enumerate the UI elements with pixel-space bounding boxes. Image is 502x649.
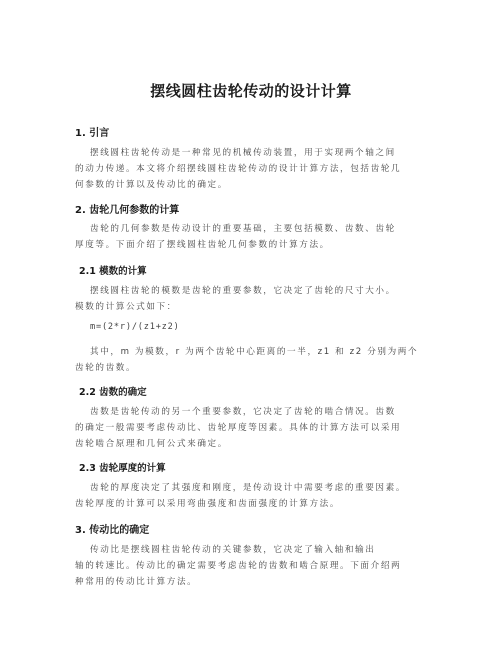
paragraph-line: 齿数是齿轮传动的另一个重要参数，它决定了齿轮的啮合情况。齿数: [90, 407, 396, 417]
paragraph-line: 轴的转速比。传动比的确定需要考虑齿轮的齿数和啮合原理。下面介绍两: [75, 561, 402, 571]
paragraph-line: 摆线圆柱齿轮的模数是齿轮的重要参数，它决定了齿轮的尺寸大小。: [90, 286, 396, 296]
paragraph-line: 的动力传递。本文将介绍摆线圆柱齿轮传动的设计计算方法，包括齿轮几: [75, 164, 402, 174]
paragraph-line: 齿轮的几何参数是传动设计的重要基础，主要包括模数、齿数、齿轮: [90, 224, 396, 234]
heading-introduction: 1. 引言: [75, 128, 110, 139]
heading-tooth-count: 2.2 齿数的确定: [79, 387, 147, 398]
heading-module-calculation: 2.1 模数的计算: [79, 266, 147, 277]
paragraph-line: 齿轮的齿数。: [75, 363, 137, 373]
paragraph-line: 齿轮的厚度决定了其强度和刚度，是传动设计中需要考虑的重要因素。: [90, 483, 407, 493]
heading-transmission-ratio: 3. 传动比的确定: [75, 525, 150, 536]
paragraph-line: 传动比是摆线圆柱齿轮传动的关键参数，它决定了输入轴和输出: [90, 545, 376, 555]
paragraph-line: 其中，m 为模数，r 为两个齿轮中心距离的一半，z1 和 z2 分别为两个: [90, 347, 419, 357]
paragraph-line: 摆线圆柱齿轮传动是一种常见的机械传动装置，用于实现两个轴之间: [90, 148, 396, 158]
paragraph-line: 齿轮厚度的计算可以采用弯曲强度和齿面强度的计算方法。: [75, 499, 341, 509]
paragraph-line: 何参数的计算以及传动比的确定。: [75, 180, 228, 190]
heading-tooth-thickness: 2.3 齿轮厚度的计算: [79, 463, 166, 474]
paragraph-line: 齿轮啮合原理和几何公式来确定。: [75, 439, 228, 449]
paragraph-line: 的确定一般需要考虑传动比、齿轮厚度等因素。具体的计算方法可以采用: [75, 423, 402, 433]
module-formula: m=(2*r)/(z1+z2): [90, 322, 180, 332]
paragraph-line: 模数的计算公式如下：: [75, 302, 177, 312]
heading-geometry-parameters: 2. 齿轮几何参数的计算: [75, 205, 180, 216]
page-title: 摆线圆柱齿轮传动的设计计算: [150, 82, 352, 100]
paragraph-line: 种常用的传动比计算方法。: [75, 577, 198, 587]
paragraph-line: 厚度等。下面介绍了摆线圆柱齿轮几何参数的计算方法。: [75, 240, 330, 250]
